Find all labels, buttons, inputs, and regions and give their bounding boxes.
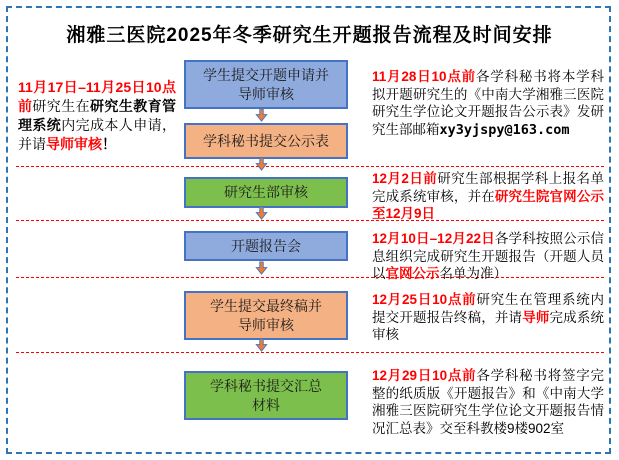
note-segment: 研究生院官网公示至12月9日 bbox=[372, 188, 604, 221]
flow-box-student-apply bbox=[184, 60, 348, 109]
note-segment: 导师 bbox=[522, 309, 550, 325]
note-segment: 12月25日10点前 bbox=[372, 292, 477, 307]
note-segment: 11月17日–11月25日10点前 bbox=[18, 79, 176, 114]
flow-box-label: 研究生部审核 bbox=[224, 184, 308, 200]
flow-box-label: 导师审核 bbox=[238, 316, 294, 333]
dashed-separator bbox=[16, 166, 604, 167]
flow-box-label: 导师审核 bbox=[238, 85, 294, 102]
page-title: 湘雅三医院2025年冬季研究生开题报告流程及时间安排 bbox=[66, 25, 553, 46]
down-arrow-icon bbox=[255, 338, 268, 352]
note-segment: 各学科按照公示信息组织完成研究生开题报告（开题人员以 bbox=[372, 231, 605, 281]
flow-box-final-draft bbox=[184, 291, 348, 340]
flow-box-proposal-meeting bbox=[184, 231, 348, 261]
note-segment: 11月28日10点前 bbox=[372, 69, 476, 84]
note-segment: 导师审核 bbox=[46, 136, 102, 152]
flow-box-label: 学生提交最终稿并 bbox=[210, 297, 322, 314]
flow-box-label: 学科秘书提交汇总 bbox=[210, 377, 322, 394]
note-segment: 12月2日前 bbox=[372, 171, 438, 186]
note-segment: 内完成本人申请，并请 bbox=[18, 117, 177, 152]
down-arrow-icon bbox=[255, 108, 268, 122]
flow-box-grad-dept-review bbox=[184, 177, 348, 208]
note-segment: ！ bbox=[102, 136, 116, 152]
down-arrow-icon bbox=[255, 157, 268, 171]
dashed-separator bbox=[16, 352, 604, 353]
note-student-apply-deadline bbox=[18, 78, 176, 154]
flow-box-label: 学科秘书提交公示表 bbox=[203, 132, 329, 149]
flow-box-summary-materials bbox=[184, 371, 348, 420]
flow-box-label: 材料 bbox=[252, 396, 280, 413]
note-proposal-meeting-window bbox=[372, 230, 604, 283]
note-segment: 12月10日–12月22日 bbox=[372, 231, 495, 246]
note-segment: 官网公示 bbox=[385, 266, 440, 281]
note-segment: 名单为准） bbox=[439, 266, 507, 281]
email-address: xy3yjspy@163.com bbox=[439, 121, 570, 138]
note-summary-materials-deadline bbox=[372, 367, 604, 437]
flow-box-label: 学生提交开题申请并 bbox=[203, 66, 329, 83]
note-segment: 各学科秘书将本学科拟开题研究生的《中南大学湘雅三医院研究生学位论文开题报告公示表》发研究生部邮箱 bbox=[372, 69, 604, 137]
note-final-draft-deadline bbox=[372, 291, 604, 344]
flow-box-secretary-publicity bbox=[184, 123, 348, 159]
down-arrow-icon bbox=[255, 261, 268, 275]
note-segment: 研究生在管理系统内提交开题报告终稿，并请 bbox=[372, 292, 604, 325]
flow-box-label: 开题报告会 bbox=[231, 237, 301, 254]
note-segment: 各学科秘书将签字完整的纸质版《开题报告》和《中南大学湘雅三医院研究生学位论文开题报告情况汇总表》交至科教楼9楼902室 bbox=[372, 368, 604, 436]
note-segment: 研究生教育管理系统 bbox=[18, 98, 177, 133]
note-segment: 研究生部根据学科上报名单完成系统审核，并在 bbox=[372, 171, 604, 204]
note-grad-dept-review-deadline bbox=[372, 170, 604, 223]
down-arrow-icon bbox=[255, 206, 268, 220]
note-segment: 12月29日10点前 bbox=[372, 368, 477, 383]
note-segment: 研究生在 bbox=[32, 98, 91, 114]
note-segment: 完成系统审核 bbox=[372, 309, 604, 342]
note-secretary-publicity-deadline bbox=[372, 68, 604, 139]
